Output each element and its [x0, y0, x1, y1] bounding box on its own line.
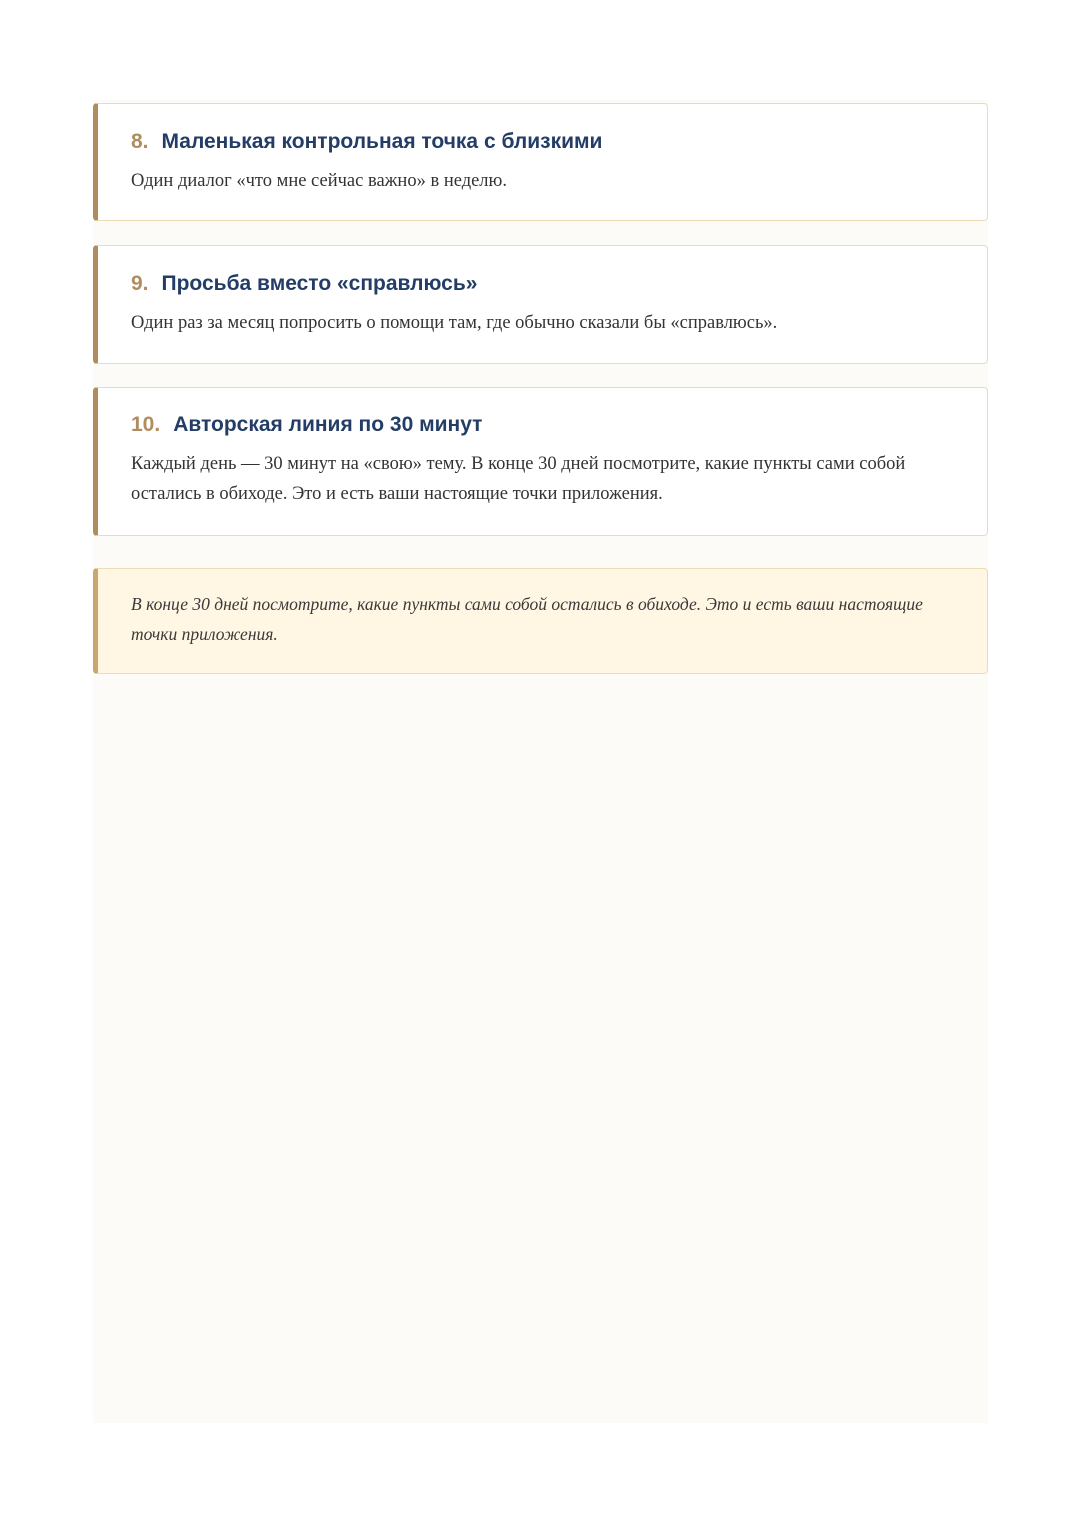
- item-description: Один раз за месяц попросить о помощи там, где обычно сказали бы «справлюсь».: [131, 313, 778, 333]
- summary-callout: [93, 568, 988, 674]
- item-description: Каждый день — 30 минут на «свою» тему. В конце 30 дней посмотрите, какие пункты сами собой остались в обиходе. Это и есть ваши настоящие точки приложения.: [131, 454, 906, 504]
- card-title: [131, 388, 953, 437]
- item-number: 8.: [131, 130, 149, 153]
- callout-text: В конце 30 дней посмотрите, какие пункты сами собой остались в обиходе. Это и есть ваши настоящие точки приложения.: [131, 594, 923, 644]
- item-description: Один диалог «что мне сейчас важно» в неделю.: [131, 171, 507, 191]
- item-title: Авторская линия по 30 минут: [173, 413, 483, 436]
- card-title: [131, 246, 953, 296]
- item-title: Маленькая контрольная точка с близкими: [161, 130, 603, 153]
- list-item-card: [93, 103, 988, 221]
- card-title: [131, 104, 953, 154]
- item-number: 10.: [131, 413, 161, 436]
- list-item-card: [93, 245, 988, 364]
- list-item-card: [93, 387, 988, 536]
- item-number: 9.: [131, 272, 149, 295]
- item-title: Просьба вместо «справлюсь»: [161, 272, 478, 295]
